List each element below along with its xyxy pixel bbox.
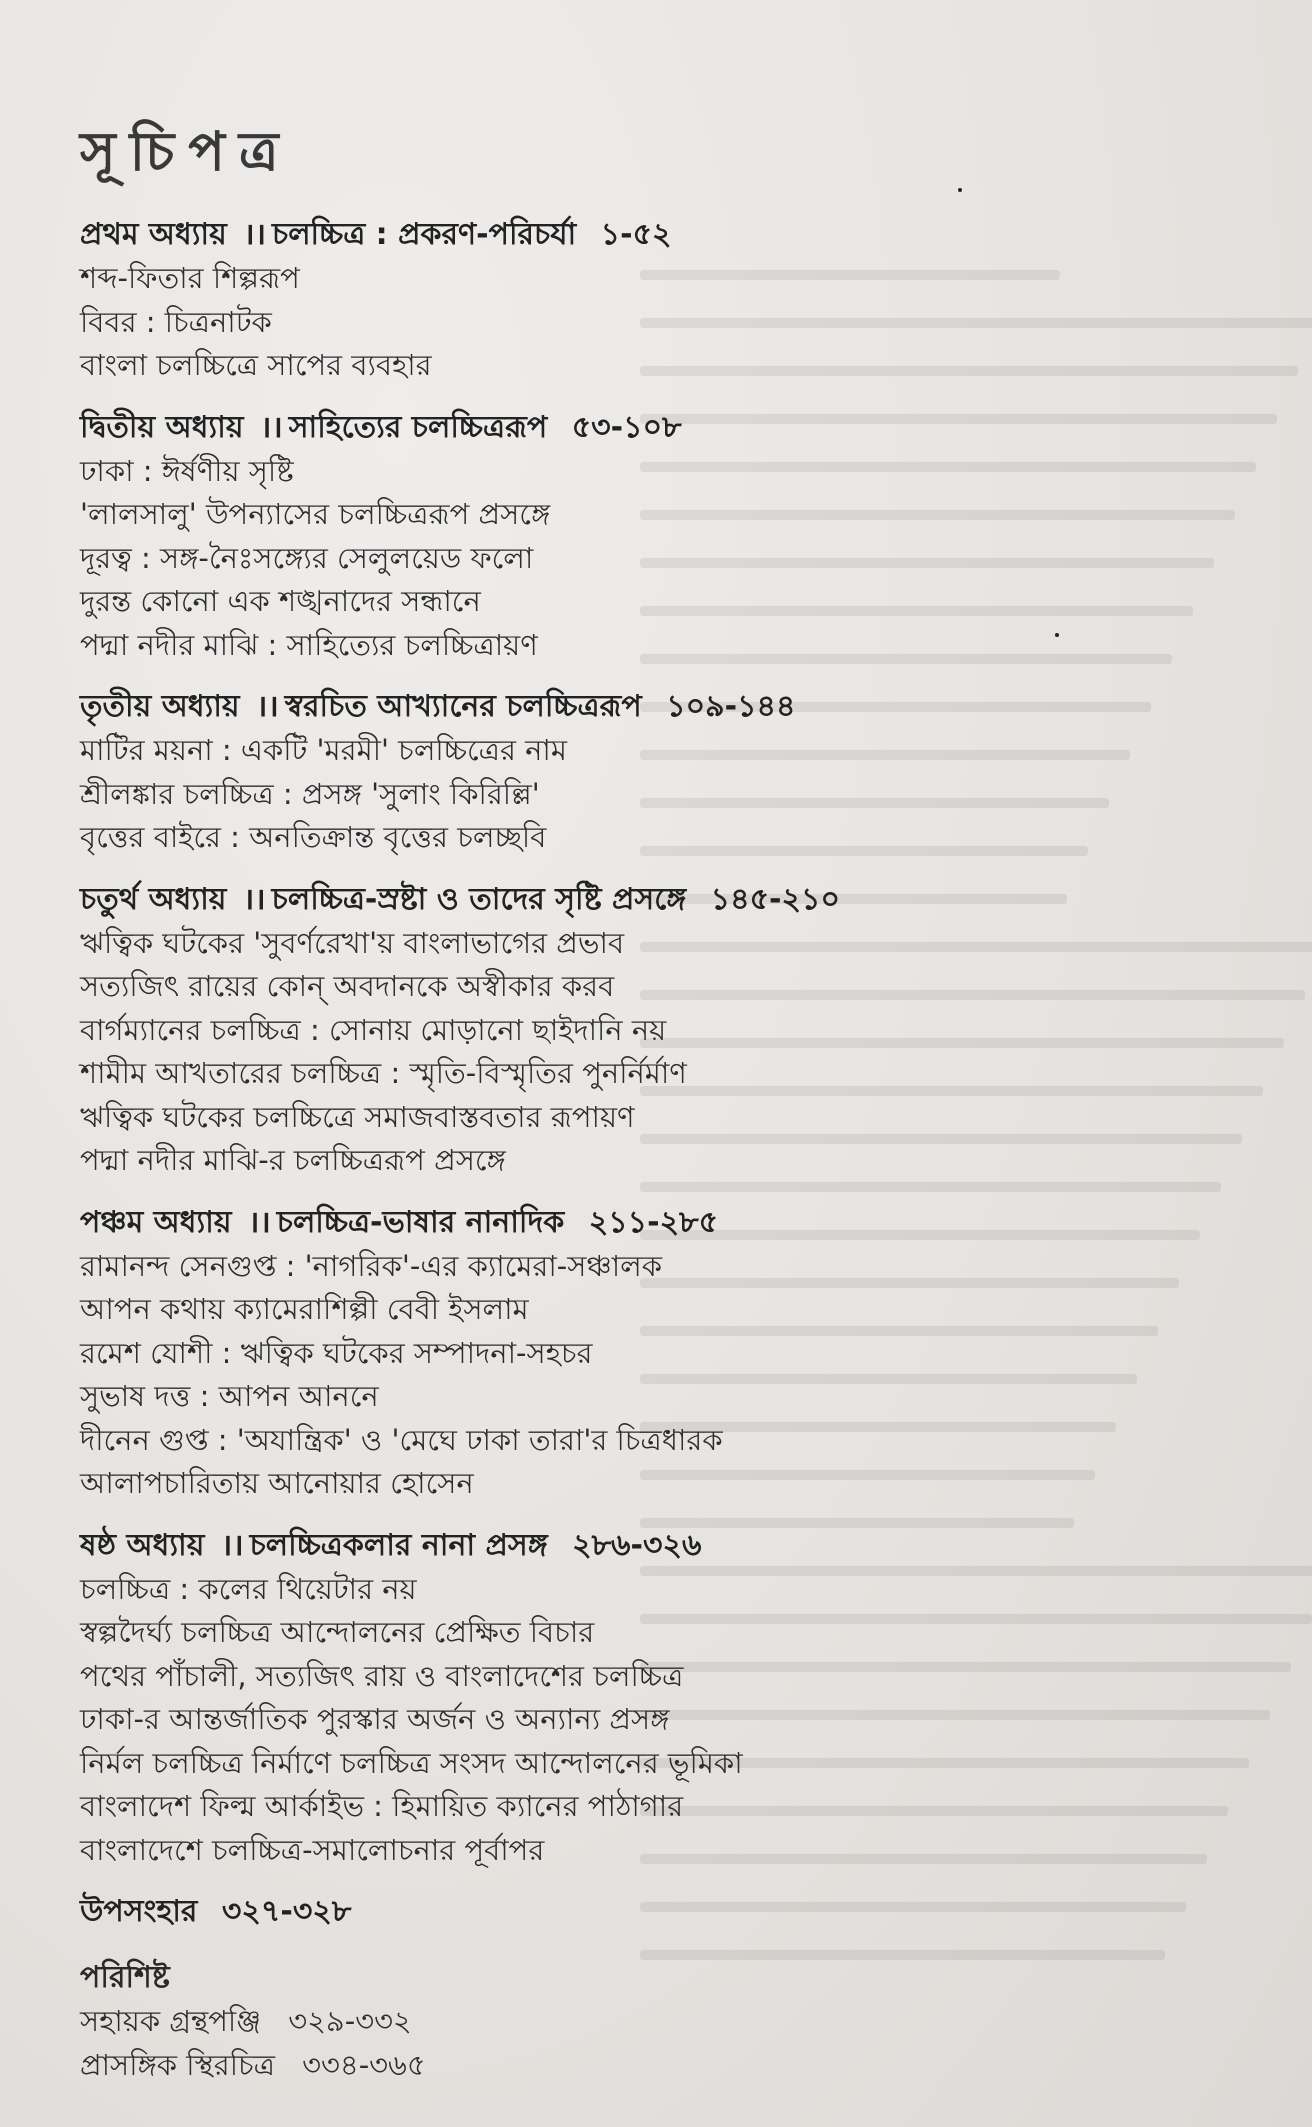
toc-entry: আপন কথায় ক্যামেরাশিল্পী বেবী ইসলাম (80, 1292, 529, 1326)
toc-entry: শ্রীলঙ্কার চলচ্চিত্র : প্রসঙ্গ 'সুলাং কিরিল্লি' (80, 776, 540, 811)
appendix-entry-pages: ৩৩৪-৩৬৫ (302, 2047, 426, 2082)
chapter-separator: ।। (256, 689, 279, 724)
toc-entry: সত্যজিৎ রায়ের কোন্ অবদানকে অস্বীকার করব (80, 969, 615, 1003)
page-title: সূচিপত্র (80, 120, 293, 183)
chapter-separator: ।। (248, 1204, 271, 1240)
chapter-block (80, 685, 1260, 860)
appendix-entry-label: সহায়ক গ্রন্থপঞ্জি (80, 2004, 261, 2038)
epilogue-pages: ৩২৭-৩২৮ (221, 1894, 352, 1929)
chapter-title: চলচ্চিত্র-স্রষ্টা ও তাদের সৃষ্টি প্রসঙ্গে (271, 881, 687, 917)
toc-entry: বাংলা চলচ্চিত্রে সাপের ব্যবহার (80, 348, 432, 382)
chapter-block (80, 213, 1260, 388)
chapter-number: পঞ্চম অধ্যায় (80, 1204, 232, 1240)
toc-entry: শামীম আখতারের চলচ্চিত্র : স্মৃতি-বিস্মৃতির পুনর্নির্মাণ (80, 1056, 687, 1090)
toc-entry: শব্দ-ফিতার শিল্পরূপ (80, 261, 300, 295)
chapter-heading (80, 685, 1260, 729)
chapter-block (80, 878, 1260, 1183)
chapter-title: স্বরচিত আখ্যানের চলচ্চিত্ররূপ (284, 689, 642, 724)
chapter-pages: ২১১-২৮৫ (588, 1204, 719, 1240)
chapter-heading (80, 213, 1260, 257)
toc-entry: রমেশ যোশী : ঋত্বিক ঘটকের সম্পাদনা-সহচর (80, 1335, 593, 1370)
toc-entry: ঢাকা-র আন্তর্জাতিক পুরস্কার অর্জন ও অন্যান্য প্রসঙ্গ (80, 1702, 670, 1736)
toc-entry: আলাপচারিতায় আনোয়ার হোসেন (80, 1466, 474, 1500)
chapter-number: ষষ্ঠ অধ্যায় (80, 1527, 205, 1563)
toc-entry: 'লালসালু' উপন্যাসের চলচ্চিত্ররূপ প্রসঙ্গে (80, 497, 551, 531)
toc-entry: পদ্মা নদীর মাঝি : সাহিত্যের চলচ্চিত্রায়ণ (80, 627, 538, 662)
chapter-list (80, 213, 1260, 1872)
chapter-number: প্রথম অধ্যায় (80, 217, 227, 252)
chapter-pages: ২৮৬-৩২৬ (572, 1527, 702, 1563)
chapter-heading (80, 406, 1260, 450)
chapter-heading (80, 1201, 1260, 1245)
chapter-pages: ১৪৫-২১০ (710, 881, 840, 917)
chapter-heading (80, 878, 1260, 922)
appendix-entry (80, 2044, 1260, 2088)
toc-entry: সুভাষ দত্ত : আপন আননে (80, 1379, 379, 1413)
toc-entry: দূরত্ব : সঙ্গ-নৈঃসঙ্গ্যের সেলুলয়েড ফলো (80, 540, 534, 575)
chapter-pages: ১০৯-১৪৪ (666, 689, 796, 724)
ink-speck (958, 188, 962, 192)
toc-entry: নির্মল চলচ্চিত্র নির্মাণে চলচ্চিত্র সংসদ আন্দোলনের ভূমিকা (80, 1745, 743, 1780)
chapter-block (80, 406, 1260, 668)
chapter-number: চতুর্থ অধ্যায় (80, 881, 227, 917)
toc-entry: বাংলাদেশে চলচ্চিত্র-সমালোচনার পূর্বাপর (80, 1832, 545, 1867)
chapter-title: সাহিত্যের চলচ্চিত্ররূপ (288, 409, 548, 445)
chapter-pages: ১-৫২ (600, 217, 672, 252)
toc-entry: বিবর : চিত্রনাটক (80, 304, 272, 339)
chapter-block (80, 1524, 1260, 1873)
chapter-heading (80, 1524, 1260, 1568)
appendix-entry-label: প্রাসঙ্গিক স্থিরচিত্র (80, 2047, 275, 2082)
toc-entry: চলচ্চিত্র : কলের থিয়েটার নয় (80, 1571, 417, 1606)
table-of-contents (80, 120, 1260, 2087)
epilogue-heading (80, 1890, 1260, 1934)
ink-speck (1055, 633, 1059, 637)
toc-entry: দীনেন গুপ্ত : 'অযান্ত্রিক' ও 'মেঘে ঢাকা তারা'র চিত্রধারক (80, 1422, 723, 1457)
chapter-separator: ।। (242, 881, 266, 917)
chapter-title: চলচ্চিত্র : প্রকরণ-পরিচর্যা (272, 217, 577, 252)
epilogue (80, 1890, 1260, 1934)
toc-entry: দুরন্ত কোনো এক শঙ্খনাদের সন্ধানে (80, 584, 481, 618)
appendix-title: পরিশিষ্ট (80, 1960, 170, 1995)
toc-entry: রামানন্দ সেনগুপ্ত : 'নাগরিক'-এর ক্যামেরা-সঞ্চালক (80, 1248, 663, 1283)
chapter-number: তৃতীয় অধ্যায় (80, 689, 240, 724)
toc-entry: মাটির ময়না : একটি 'মরমী' চলচ্চিত্রের নাম (80, 733, 567, 767)
appendix-entry (80, 2000, 1260, 2044)
toc-entry: পদ্মা নদীর মাঝি-র চলচ্চিত্ররূপ প্রসঙ্গে (80, 1143, 506, 1177)
chapter-pages: ৫৩-১০৮ (571, 409, 682, 445)
chapter-separator: ।। (243, 217, 266, 252)
toc-entry: বার্গম্যানের চলচ্চিত্র : সোনায় মোড়ানো ছাইদানি নয় (80, 1012, 667, 1047)
chapter-title: চলচ্চিত্রকলার নানা প্রসঙ্গ (249, 1527, 548, 1563)
epilogue-title: উপসংহার (80, 1894, 198, 1929)
toc-entry: বাংলাদেশ ফিল্ম আর্কাইভ : হিমায়িত ক্যানের পাঠাগার (80, 1789, 684, 1823)
toc-entry: পথের পাঁচালী, সত্যজিৎ রায় ও বাংলাদেশের চলচ্চিত্র (80, 1658, 684, 1693)
chapter-block (80, 1201, 1260, 1506)
toc-entry: স্বল্পদৈর্ঘ্য চলচ্চিত্র আন্দোলনের প্রেক্ষিত বিচার (80, 1615, 595, 1649)
appendix (80, 1956, 1260, 2087)
toc-entry: বৃত্তের বাইরে : অনতিক্রান্ত বৃত্তের চলচ্ছবি (80, 820, 547, 854)
appendix-entry-pages: ৩২৯-৩৩২ (288, 2004, 412, 2038)
toc-entry: ঋত্বিক ঘটকের চলচ্চিত্রে সমাজবাস্তবতার রূপায়ণ (80, 1099, 635, 1134)
chapter-separator: ।। (220, 1527, 244, 1563)
toc-entry: ঢাকা : ঈর্ষণীয় সৃষ্টি (80, 453, 294, 488)
toc-entry: ঋত্বিক ঘটকের 'সুবর্ণরেখা'য় বাংলাভাগের প্রভাব (80, 925, 625, 960)
chapter-separator: ।। (259, 409, 283, 445)
chapter-number: দ্বিতীয় অধ্যায় (80, 409, 244, 445)
chapter-title: চলচ্চিত্র-ভাষার নানাদিক (276, 1204, 565, 1240)
